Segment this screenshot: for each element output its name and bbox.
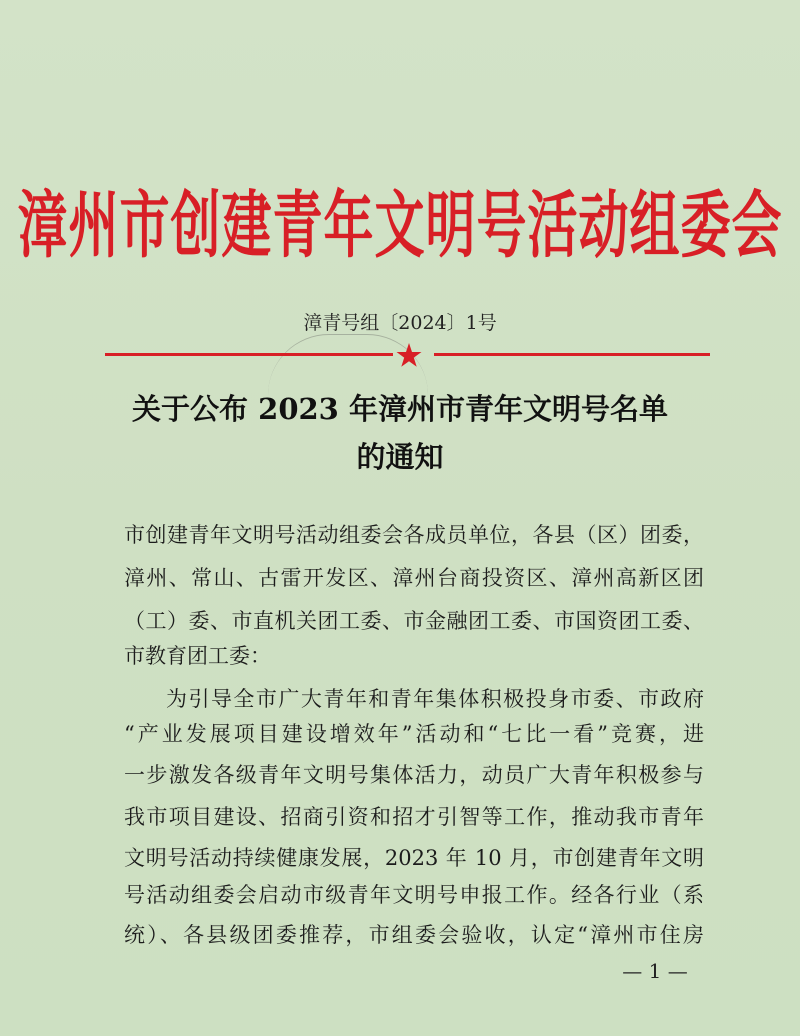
body-line: 市教育团工委：	[124, 644, 271, 668]
document-number: 漳青号组〔2024〕1号	[303, 312, 497, 334]
page-number: — 1 —	[622, 959, 688, 983]
body-line: 为引导全市广大青年和青年集体积极投身市委、市政府	[166, 687, 704, 711]
notice-title-line-2: 的通知	[356, 440, 444, 474]
body-line: 号活动组委会启动市级青年文明号申报工作。经各行业（系	[124, 883, 704, 907]
body-line: 我市项目建设、招商引资和招才引智等工作，推动我市青年	[124, 805, 704, 829]
red-divider-left	[105, 353, 393, 356]
body-line: 统）、各县级团委推荐，市组委会验收，认定“漳州市住房	[124, 923, 704, 947]
body-line: 市创建青年文明号活动组委会各成员单位，各县（区）团委，	[124, 523, 704, 547]
body-line: 一步激发各级青年文明号集体活力，动员广大青年积极参与	[124, 763, 704, 787]
body-line: （工）委、市直机关团工委、市金融团工委、市国资团工委、	[124, 609, 704, 633]
body-line: “产业发展项目建设增效年”活动和“七比一看”竞赛，进	[124, 722, 704, 746]
body-line: 文明号活动持续健康发展，2023 年 10 月，市创建青年文明	[124, 846, 704, 870]
notice-title-line-1: 关于公布 2023 年漳州市青年文明号名单	[132, 392, 668, 426]
issuing-organization-header: 漳州市创建青年文明号活动组委会	[17, 183, 783, 269]
body-line: 漳州、常山、古雷开发区、漳州台商投资区、漳州高新区团	[124, 566, 704, 590]
red-divider-right	[434, 353, 710, 356]
red-star-icon	[396, 342, 422, 368]
